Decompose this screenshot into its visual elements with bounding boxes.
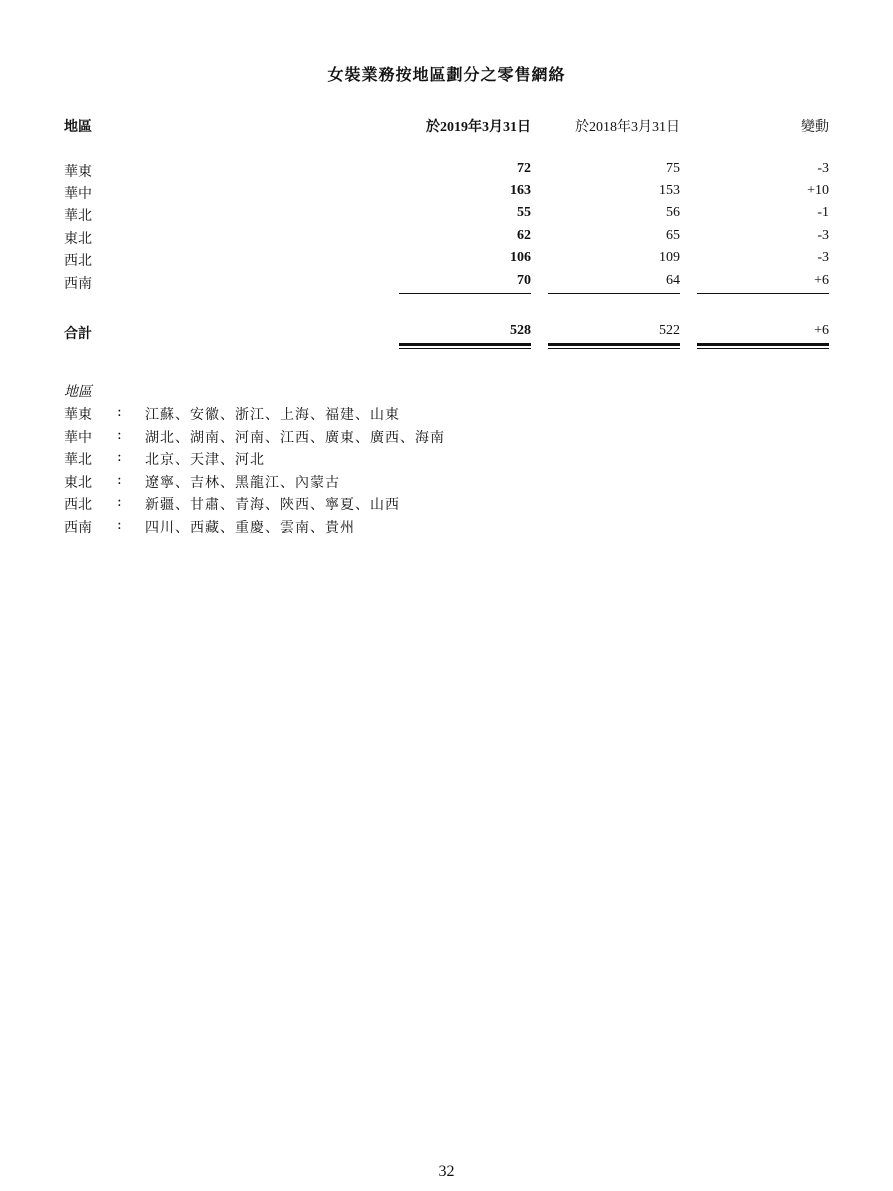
list-item	[0, 427, 893, 449]
total-value-2019: 528	[510, 323, 531, 338]
header-2018: 於2018年3月31日	[575, 120, 680, 135]
legend-region: 華中	[64, 430, 92, 446]
legend-colon: :	[117, 404, 122, 420]
table-row	[0, 250, 893, 272]
row-change: +6	[814, 273, 829, 288]
page-number: 32	[438, 1163, 455, 1180]
row-value-2019: 163	[510, 183, 531, 198]
total-double-rule-change	[697, 343, 829, 349]
list-item	[0, 449, 893, 471]
legend-provinces: 湖北、湖南、河南、江西、廣東、廣西、海南	[145, 430, 445, 446]
legend-region: 華北	[64, 452, 92, 468]
row-value-2018: 75	[666, 161, 680, 176]
row-value-2018: 64	[666, 273, 680, 288]
page-title: 女裝業務按地區劃分之零售網絡	[327, 65, 566, 84]
header-region: 地區	[64, 119, 92, 135]
legend-colon: :	[117, 494, 122, 510]
total-label: 合計	[64, 326, 92, 342]
table-row	[0, 161, 893, 183]
row-region: 西南	[64, 276, 92, 292]
row-value-2019: 55	[517, 205, 531, 220]
list-item	[0, 472, 893, 494]
subtotal-rule-2018	[548, 293, 680, 294]
legend-colon: :	[117, 472, 122, 488]
row-change: -3	[817, 228, 829, 243]
table-row	[0, 273, 893, 295]
legend-provinces: 江蘇、安徽、浙江、上海、福建、山東	[145, 407, 400, 423]
table-row	[0, 205, 893, 227]
row-region: 華中	[64, 186, 92, 202]
legend-region: 西南	[64, 520, 92, 536]
row-value-2018: 109	[659, 250, 680, 265]
total-double-rule-2019	[399, 343, 531, 349]
total-row	[0, 323, 893, 345]
legend-provinces: 新疆、甘肅、青海、陝西、寧夏、山西	[145, 497, 400, 513]
row-change: -3	[817, 161, 829, 176]
table-row	[0, 228, 893, 250]
row-value-2019: 70	[517, 273, 531, 288]
legend-region: 東北	[64, 475, 92, 491]
row-value-2019: 72	[517, 161, 531, 176]
row-change: -1	[817, 205, 829, 220]
row-region: 東北	[64, 231, 92, 247]
header-change: 變動	[801, 119, 829, 135]
row-value-2018: 153	[659, 183, 680, 198]
row-change: +10	[807, 183, 829, 198]
row-region: 華東	[64, 164, 92, 180]
row-region: 西北	[64, 253, 92, 269]
row-value-2019: 106	[510, 250, 531, 265]
row-region: 華北	[64, 208, 92, 224]
list-item	[0, 517, 893, 539]
total-change: +6	[814, 323, 829, 338]
subtotal-rule-change	[697, 293, 829, 294]
legend-colon: :	[117, 427, 122, 443]
table-row	[0, 183, 893, 205]
list-item	[0, 494, 893, 516]
legend-region: 華東	[64, 407, 92, 423]
total-value-2018: 522	[659, 323, 680, 338]
total-double-rule-2018	[548, 343, 680, 349]
legend-region: 西北	[64, 497, 92, 513]
legend-title: 地區	[64, 384, 92, 400]
row-value-2018: 65	[666, 228, 680, 243]
row-value-2019: 62	[517, 228, 531, 243]
row-value-2018: 56	[666, 205, 680, 220]
row-change: -3	[817, 250, 829, 265]
subtotal-rule-2019	[399, 293, 531, 294]
legend-colon: :	[117, 449, 122, 465]
legend-provinces: 北京、天津、河北	[145, 452, 265, 468]
header-2019: 於2019年3月31日	[426, 120, 531, 135]
legend-provinces: 四川、西藏、重慶、雲南、貴州	[145, 520, 355, 536]
legend-provinces: 遼寧、吉林、黑龍江、內蒙古	[145, 475, 340, 491]
list-item	[0, 404, 893, 426]
legend-colon: :	[117, 517, 122, 533]
